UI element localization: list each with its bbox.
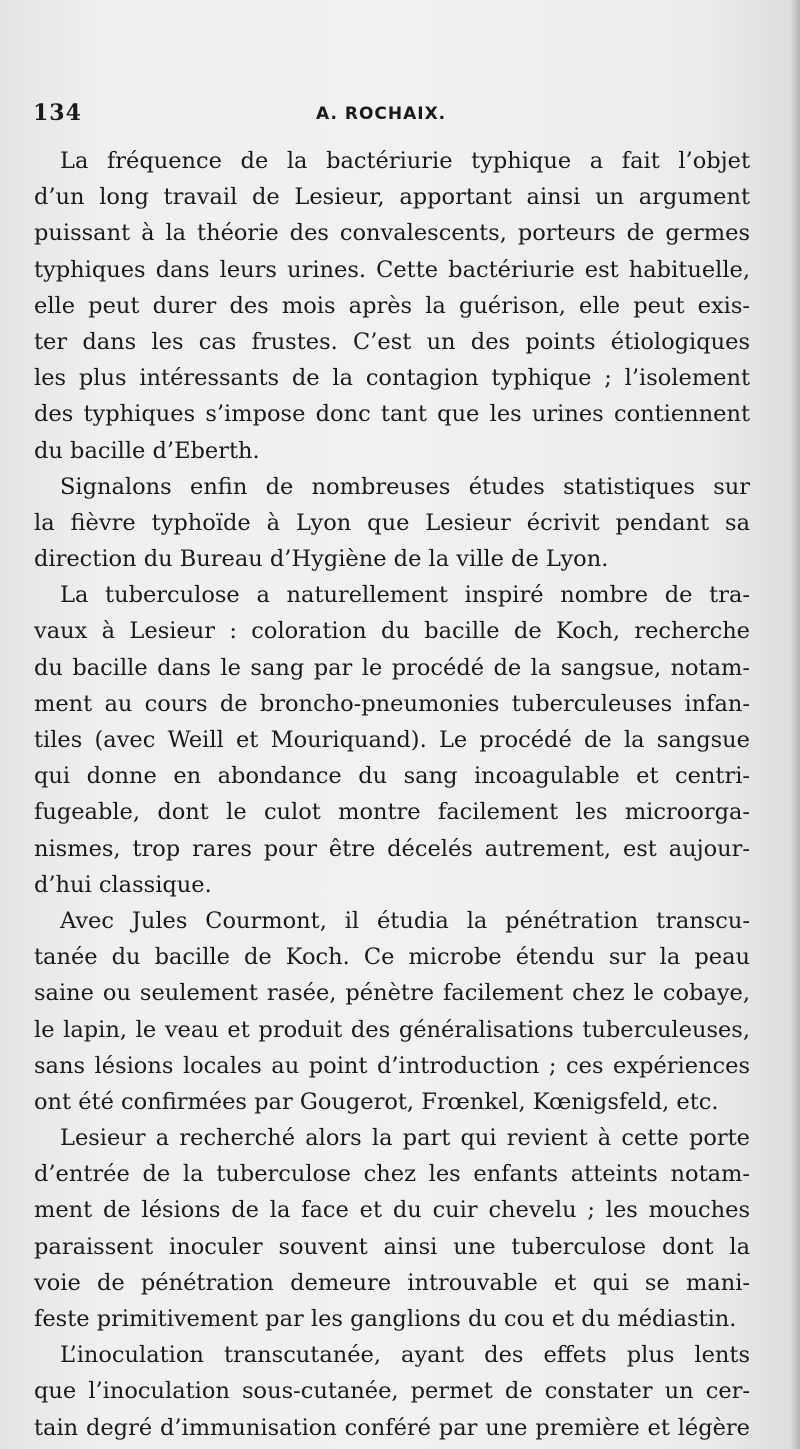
text-line: elle peut durer des mois après la guérison, elle peut exis-	[34, 292, 750, 319]
text-line: L’inoculation transcutanée, ayant des effets plus lents	[60, 1342, 750, 1369]
text-line: feste primitivement par les ganglions du cou et du médiastin.	[34, 1306, 737, 1332]
text-line: nismes, trop rares pour être décelés autrement, est aujour-	[34, 835, 750, 862]
text-line: La fréquence de la bactériurie typhique a fait l’objet	[60, 148, 750, 174]
text-line: du bacille dans le sang par le procédé de la sangsue, notam-	[34, 654, 750, 681]
text-line: que l’inoculation sous-cutanée, permet de constater un cer-	[34, 1378, 750, 1405]
text-line: ont été confirmées par Gougerot, Frœnkel, Kœnigsfeld, etc.	[34, 1088, 719, 1115]
text-line: Signalons enfin de nombreuses études statistiques sur	[60, 473, 750, 500]
page-number: 134	[33, 100, 82, 126]
text-line: qui donne en abondance du sang incoagulable et centri-	[34, 763, 750, 790]
text-line: des typhiques s’impose donc tant que les urines contiennent	[34, 401, 750, 428]
text-line: sans lésions locales au point d’introduction ; ces expériences	[34, 1052, 750, 1079]
text-line: fugeable, dont le culot montre facilement les microorga-	[34, 799, 750, 826]
text-line: vaux à Lesieur : coloration du bacille de Koch, recherche	[34, 618, 750, 645]
text-line: les plus intéressants de la contagion typhique ; l’isolement	[34, 365, 750, 392]
text-line: d’un long travail de Lesieur, apportant ainsi un argument	[34, 184, 750, 211]
text-line: Lesieur a recherché alors la part qui revient à cette porte	[60, 1125, 750, 1152]
text-line: typhiques dans leurs urines. Cette bactériurie est habituelle,	[34, 256, 750, 283]
text-line: Avec Jules Courmont, il étudia la pénétration transcu-	[60, 907, 750, 934]
text-line: la fièvre typhoïde à Lyon que Lesieur écrivit pendant sa	[34, 509, 750, 536]
page-edge-shadow	[790, 0, 800, 1449]
body-text	[34, 143, 750, 1446]
text-line: d’entrée de la tuberculose chez les enfants atteints notam-	[34, 1161, 750, 1188]
text-line: d’hui classique.	[34, 871, 212, 898]
text-line: du bacille d’Eberth.	[34, 437, 260, 464]
text-line: ment de lésions de la face et du cuir chevelu ; les mouches	[34, 1197, 750, 1224]
text-line: tiles (avec Weill et Mouriquand). Le procédé de la sangsue	[34, 727, 750, 753]
text-line: paraissent inoculer souvent ainsi une tuberculose dont la	[34, 1233, 750, 1260]
text-line: tain degré d’immunisation conféré par une première et légère	[34, 1414, 750, 1441]
text-line: La tuberculose a naturellement inspiré nombre de tra-	[60, 582, 750, 609]
text-line: voie de pénétration demeure introuvable et qui se mani-	[34, 1269, 750, 1296]
text-line: saine ou seulement rasée, pénètre facilement chez le cobaye,	[34, 980, 750, 1007]
text-line: direction du Bureau d’Hygiène de la ville de Lyon.	[34, 546, 609, 573]
text-line: puissant à la théorie des convalescents, porteurs de germes	[34, 220, 750, 247]
running-head: A. ROCHAIX.	[316, 104, 447, 124]
text-line: le lapin, le veau et produit des généralisations tuberculeuses,	[34, 1016, 750, 1043]
text-line: tanée du bacille de Koch. Ce microbe étendu sur la peau	[34, 944, 750, 971]
text-line: ment au cours de broncho-pneumonies tuberculeuses infan-	[34, 690, 750, 717]
text-line: ter dans les cas frustes. C’est un des points étiologiques	[34, 328, 750, 355]
